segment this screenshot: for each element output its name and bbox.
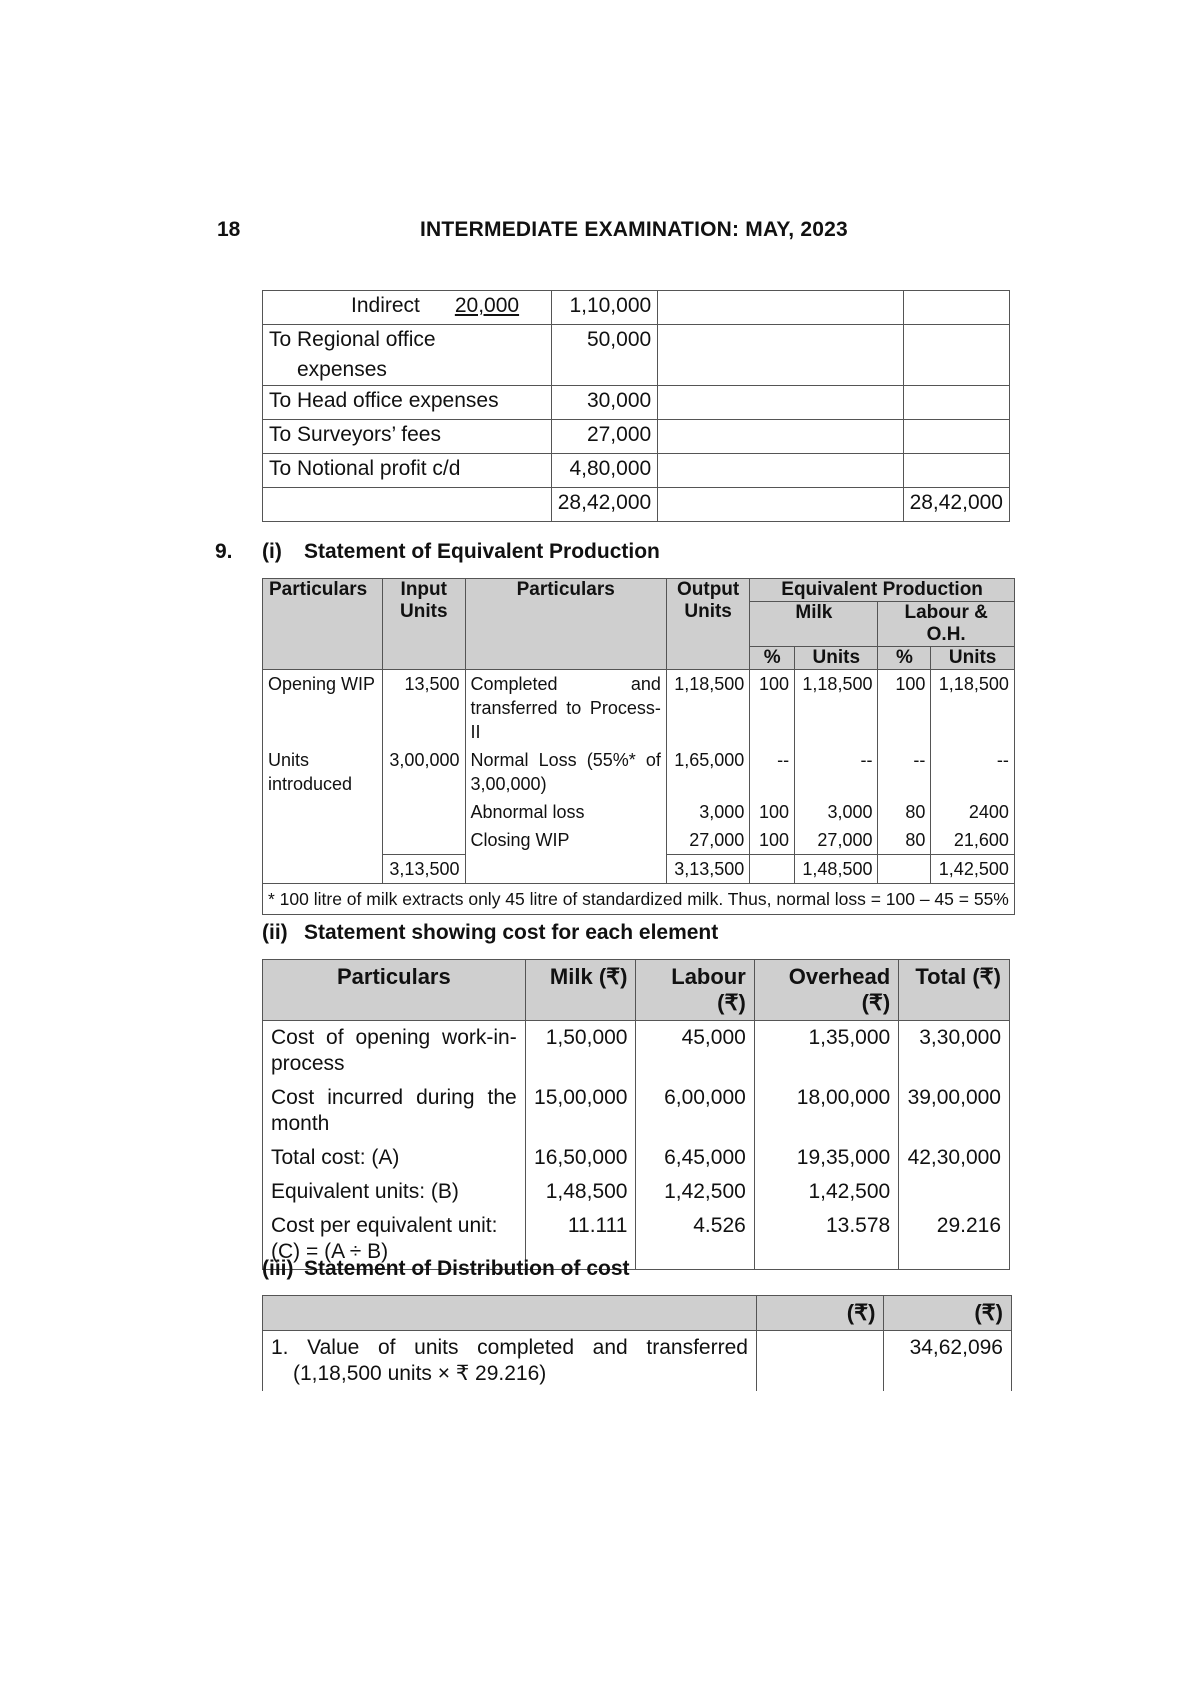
output-units: 1,18,500 [666,670,749,747]
question-number: 9. [215,540,233,563]
cost-total: 42,30,000 [899,1141,1010,1175]
cost-label: Cost per equivalent unit: (C) = (A ÷ B) [263,1209,526,1270]
cost-overhead: 18,00,000 [754,1081,898,1141]
total-row [263,855,1015,884]
account-total-left: 28,42,000 [551,488,657,522]
table-row [263,670,1015,747]
account-row-amount: 50,000 [551,325,657,386]
part-ii-number: (ii) [262,921,288,944]
labour-pct: 80 [878,798,931,826]
account-row [263,454,1010,488]
total-input: 3,13,500 [383,855,465,884]
col-overhead: Overhead (₹) [754,960,898,1021]
milk-units: 3,000 [795,798,878,826]
labour-pct: 100 [878,670,931,747]
cost-label: Cost incurred during the month [263,1081,526,1141]
input-units: 13,500 [383,670,465,747]
account-row-label: To Surveyors’ fees [263,420,552,454]
cost-label: Equivalent units: (B) [263,1175,526,1209]
account-row [263,325,1010,386]
cost-labour: 1,42,500 [636,1175,754,1209]
dist-label: 1. Value of units completed and transferred (1,18,500 units × ₹ 29.216) [263,1331,757,1392]
col-rupee-1: (₹) [756,1296,884,1331]
part-ii-title: Statement showing cost for each element [304,921,719,944]
col-output-units: Output Units [666,579,749,670]
cost-labour: 6,45,000 [636,1141,754,1175]
table-row [263,746,1015,798]
col-rupee-2: (₹) [884,1296,1012,1331]
col-total: Total (₹) [899,960,1010,1021]
col-particulars: Particulars [263,579,383,670]
input-label: Units introduced [263,746,383,798]
cost-labour: 6,00,000 [636,1081,754,1141]
cost-milk: 11.111 [525,1209,636,1270]
total-labour-units: 1,42,500 [931,855,1015,884]
output-label: Closing WIP [465,826,666,855]
part-i-number: (i) [262,540,282,563]
cost-total: 3,30,000 [899,1021,1010,1082]
labour-units: -- [931,746,1015,798]
cost-overhead: 1,35,000 [754,1021,898,1082]
cost-overhead: 13.578 [754,1209,898,1270]
cost-overhead: 19,35,000 [754,1141,898,1175]
account-row-amount: 27,000 [551,420,657,454]
output-label: Normal Loss (55%* of 3,00,000) [465,746,666,798]
indirect-label: Indirect [351,294,420,317]
account-row-amount: 4,80,000 [551,454,657,488]
table-row [263,798,1015,826]
milk-units: 27,000 [795,826,878,855]
part-iii-number: (iii) [262,1257,294,1280]
account-table [262,290,1010,522]
account-row-label-cont: expenses [297,358,387,381]
table-row [263,826,1015,855]
cost-label: Total cost: (A) [263,1141,526,1175]
cost-overhead: 1,42,500 [754,1175,898,1209]
labour-units: 1,18,500 [931,670,1015,747]
cost-milk: 1,48,500 [525,1175,636,1209]
output-units: 1,65,000 [666,746,749,798]
account-row [263,386,1010,420]
cost-total [899,1175,1010,1209]
cost-milk: 16,50,000 [525,1141,636,1175]
account-row [263,420,1010,454]
account-total-row [263,488,1010,522]
col-milk-units: Units [795,647,878,670]
dist-amount: 34,62,096 [884,1331,1012,1392]
cost-total: 29.216 [899,1209,1010,1270]
col-labour-oh: Labour & O.H. [878,602,1014,647]
labour-pct: -- [878,746,931,798]
footnote: * 100 litre of milk extracts only 45 litre of standardized milk. Thus, normal loss = 100 – 45 = 55% [263,884,1015,915]
cost-milk: 15,00,000 [525,1081,636,1141]
part-iii-title: Statement of Distribution of cost [304,1257,630,1280]
col-labour: Labour (₹) [636,960,754,1021]
account-row-indirect [263,291,1010,325]
footnote-row [263,884,1015,915]
cost-labour: 45,000 [636,1021,754,1082]
output-label: Completed and transferred to Process-II [465,670,666,747]
page-number: 18 [217,218,241,241]
total-milk-units: 1,48,500 [795,855,878,884]
table-row [263,1331,1012,1392]
table-row [263,1081,1010,1141]
table-row [263,1141,1010,1175]
input-label: Opening WIP [263,670,383,747]
part-i-title: Statement of Equivalent Production [304,540,660,563]
milk-pct: 100 [750,798,795,826]
page-title: INTERMEDIATE EXAMINATION: MAY, 2023 [420,218,848,241]
cost-label: Cost of opening work-in-process [263,1021,526,1082]
total-output: 3,13,500 [666,855,749,884]
output-units: 3,000 [666,798,749,826]
cost-milk: 1,50,000 [525,1021,636,1082]
labour-units: 2400 [931,798,1015,826]
equivalent-production-table [262,578,1015,915]
indirect-amount: 1,10,000 [551,291,657,325]
account-row-amount: 30,000 [551,386,657,420]
col-milk: Milk [750,602,878,647]
milk-units: -- [795,746,878,798]
labour-units: 21,600 [931,826,1015,855]
cost-labour: 4.526 [636,1209,754,1270]
input-units: 3,00,000 [383,746,465,798]
account-row-label: To Notional profit c/d [263,454,552,488]
output-label: Abnormal loss [465,798,666,826]
milk-pct: 100 [750,826,795,855]
col-input-units: Input Units [383,579,465,670]
output-units: 27,000 [666,826,749,855]
distribution-table [262,1295,1012,1391]
col-milk: Milk (₹) [525,960,636,1021]
col-labour-units: Units [931,647,1015,670]
col-milk-pct: % [750,647,795,670]
cost-element-table [262,959,1010,1270]
account-row-label: To Regional office [269,328,436,351]
col-labour-pct: % [878,647,931,670]
milk-pct: -- [750,746,795,798]
account-total-right: 28,42,000 [903,488,1009,522]
milk-units: 1,18,500 [795,670,878,747]
cost-total: 39,00,000 [899,1081,1010,1141]
labour-pct: 80 [878,826,931,855]
table-row [263,1021,1010,1082]
milk-pct: 100 [750,670,795,747]
account-row-label: To Head office expenses [263,386,552,420]
col-particulars-out: Particulars [465,579,666,670]
table-row [263,1175,1010,1209]
col-equivalent-production: Equivalent Production [750,579,1015,602]
col-particulars: Particulars [263,960,526,1021]
indirect-inner-amount: 20,000 [454,294,520,317]
